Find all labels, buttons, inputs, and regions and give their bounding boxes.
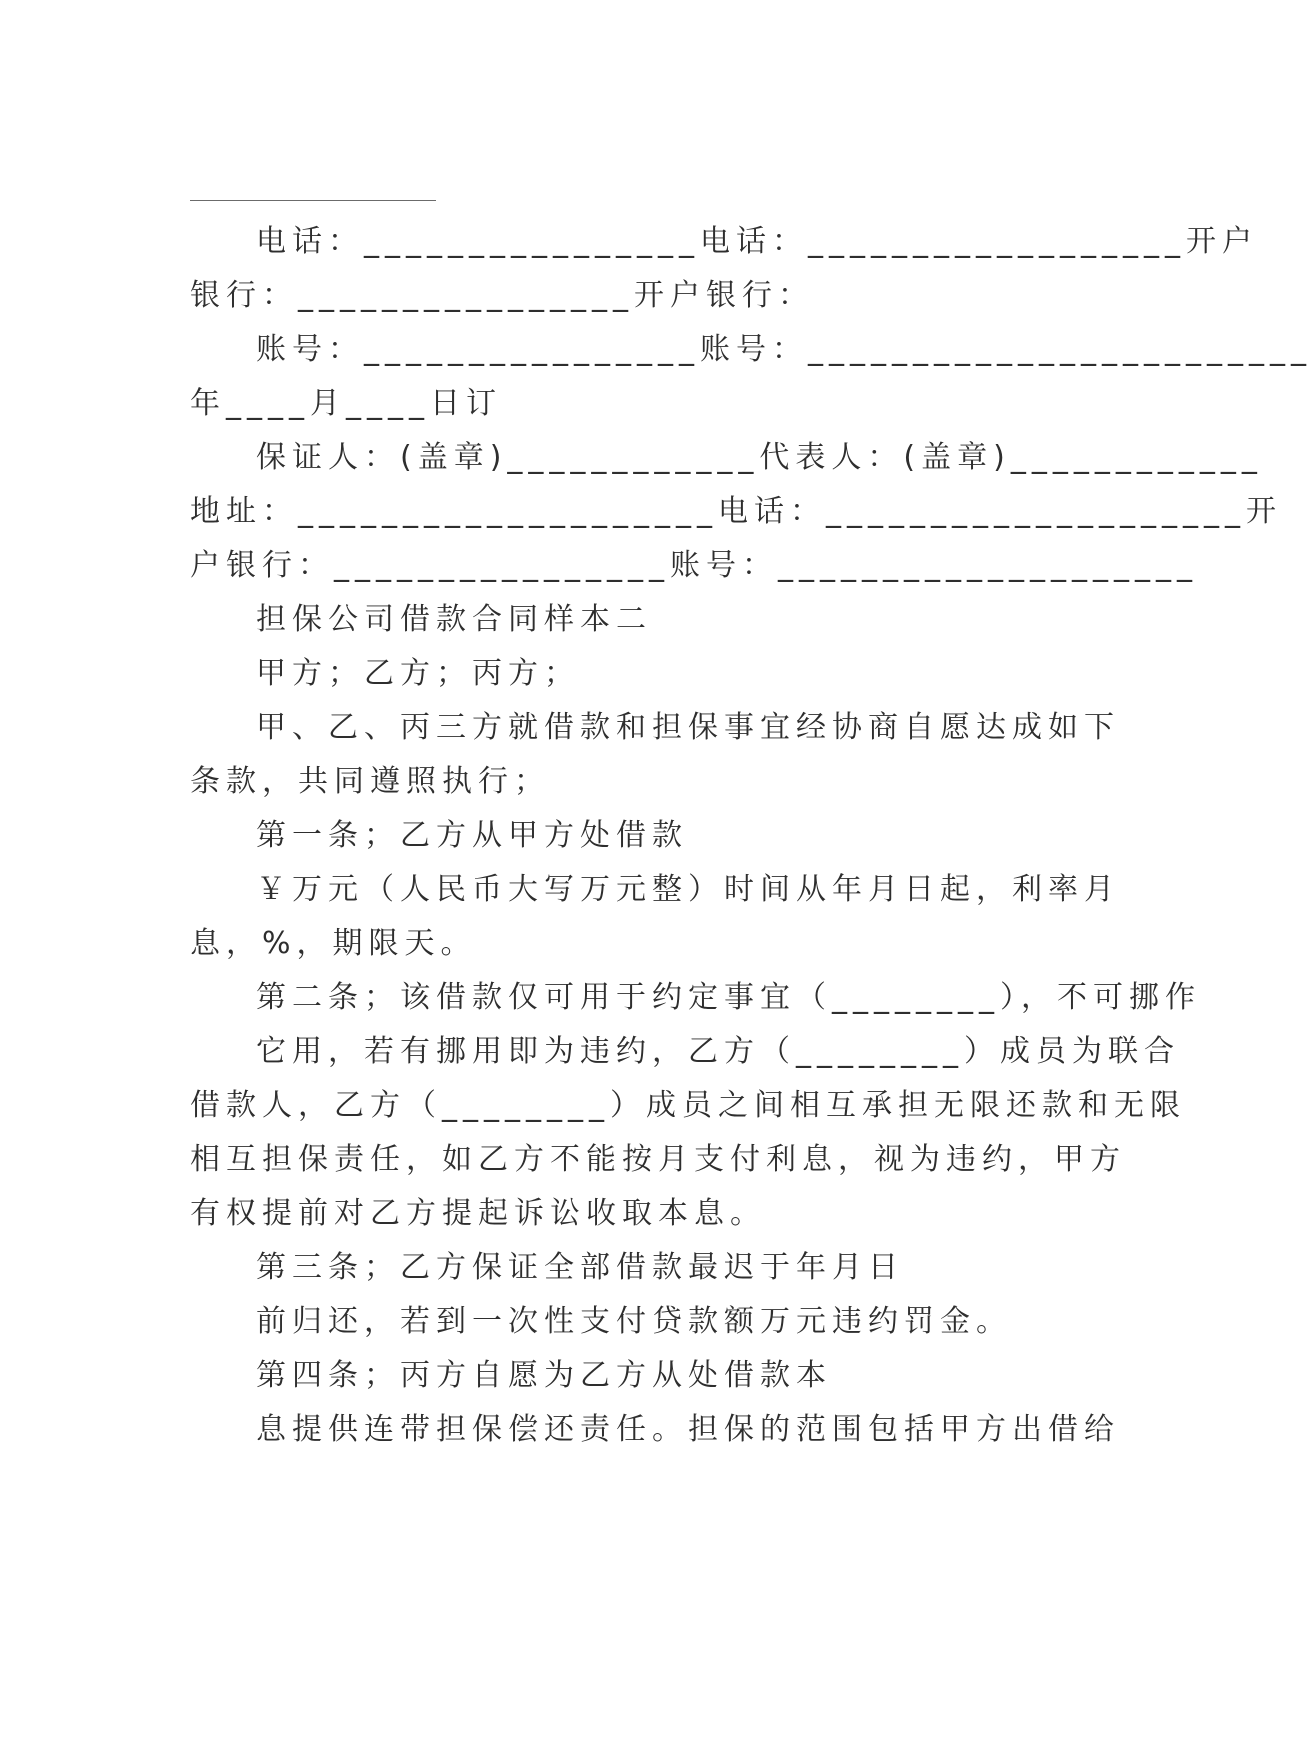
paragraph-line: 息，%，期限天。 xyxy=(190,926,477,961)
paragraph-line: 条款，共同遵照执行； xyxy=(190,764,550,799)
paragraph-line: 前归还，若到一次性支付贷款额万元违约罚金。 xyxy=(256,1304,1012,1339)
article-2-line: 第二条；该借款仅可用于约定事宜（________），不可挪作 xyxy=(256,980,1201,1015)
paragraph-line: ￥万元（人民币大写万元整）时间从年月日起，利率月 xyxy=(256,872,1120,907)
parties-line: 甲方；乙方；丙方； xyxy=(256,656,580,691)
paragraph-line: 它用，若有挪用即为违约，乙方（________）成员为联合 xyxy=(256,1034,1180,1069)
article-4-line: 第四条；丙方自愿为乙方从处借款本 xyxy=(256,1358,832,1393)
guarantor-line: 保证人：(盖章)____________代表人：(盖章)____________ xyxy=(256,440,1263,475)
date-line: 年____月____日订 xyxy=(190,386,502,421)
bank-line: 银行：________________开户银行： xyxy=(190,278,814,313)
bank-account-line: 户银行：________________账号：____________________ xyxy=(190,548,1198,583)
phone-line: 电话：________________电话：__________________开户 xyxy=(256,224,1258,259)
paragraph-line: 息提供连带担保偿还责任。担保的范围包括甲方出借给 xyxy=(256,1412,1120,1447)
top-underline xyxy=(190,200,436,201)
paragraph-line: 借款人，乙方（________）成员之间相互承担无限还款和无限 xyxy=(190,1088,1186,1123)
article-3-line: 第三条；乙方保证全部借款最迟于年月日 xyxy=(256,1250,904,1285)
paragraph-line: 相互担保责任，如乙方不能按月支付利息，视为违约，甲方 xyxy=(190,1142,1126,1177)
paragraph-line: 甲、乙、丙三方就借款和担保事宜经协商自愿达成如下 xyxy=(256,710,1120,745)
paragraph-line: 有权提前对乙方提起诉讼收取本息。 xyxy=(190,1196,766,1231)
account-line: 账号：________________账号：________________________ xyxy=(256,332,1312,367)
article-1-title: 第一条；乙方从甲方处借款 xyxy=(256,818,688,853)
section-title: 担保公司借款合同样本二 xyxy=(256,602,652,637)
address-line: 地址：____________________电话：____________________开 xyxy=(190,494,1282,529)
